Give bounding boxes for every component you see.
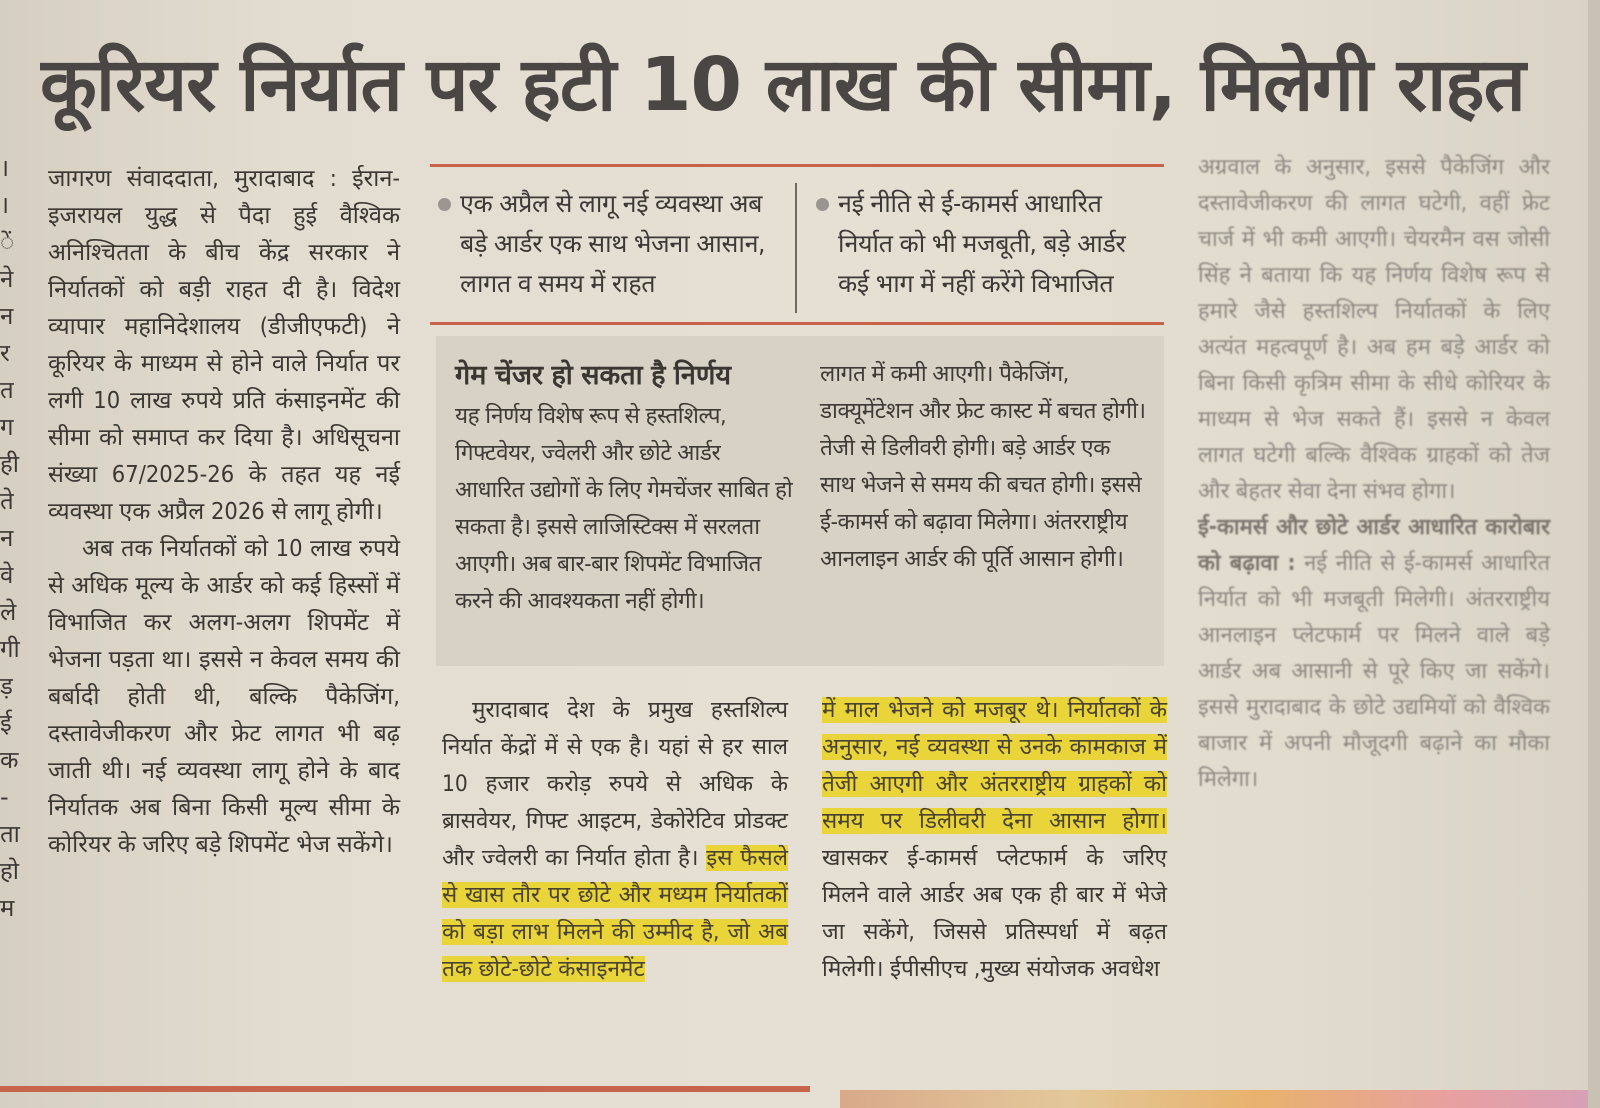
body-text: नई नीति से ई-कामर्स आधारित निर्यात को भी मजबूती मिलेगी। अंतरराष्ट्रीय आनलाइन प्लेटफार्म पर मिलने वाले बड़े आर्डर अब आसानी से पूरे किए जा सकेंगे। इससे मुरादाबाद के छोटे उद्यमियों को वैश्विक बाजार में अपनी मौजूदगी बढ़ाने का मौका मिलेगा।	[1198, 551, 1550, 792]
pullquote-bottom-rule	[430, 322, 1164, 325]
pullquote-top-rule	[430, 164, 1164, 167]
edge-glyph: ही	[0, 450, 19, 478]
edge-glyph: ड़	[0, 672, 13, 700]
highlighted-text: में माल भेजने को मजबूर थे। निर्यातकों के अनुसार, नई व्यवस्था से उनके कामकाज में तेजी आएगी और अंतरराष्ट्रीय ग्राहकों को समय पर डिलीवरी देना आसान होगा।	[822, 697, 1167, 834]
box-title: गेम चेंजर हो सकता है निर्णय	[455, 360, 732, 391]
box-text-right: लागत में कमी आएगी। पैकेजिंग, डाक्यूमेंटेशन और फ्रेट कास्ट में बचत होगी। तेजी से डिलीवरी होगी। बड़े आर्डर एक साथ भेजने से समय की बचत होगी। इससे ई-कामर्स को बढ़ावा मिलेगा। अंतरराष्ट्रीय आनलाइन आर्डर की पूर्ति आसान होगी।	[820, 361, 1146, 572]
intro-paragraph: जागरण संवाददाता, मुरादाबाद : ईरान-इजरायल युद्ध से पैदा हुई वैश्विक अनिश्चितता के बीच केंद्र सरकार ने निर्यातकों को बड़ी राहत दी है। विदेश व्यापार महानिदेशालय (डीजीएफटी) ने कूरियर के माध्यम से होने वाले निर्यात पर लगी 10 लाख रुपये प्रति कंसाइनमेंट की सीमा को समाप्त कर दिया है। अधिसूचना संख्या 67/2025-26 के तहत यह नई व्यवस्था एक अप्रैल 2026 से लागू होगी।	[48, 164, 400, 525]
article-column-4	[1198, 150, 1550, 798]
bottom-rule	[0, 1086, 810, 1092]
edge-glyph: वे	[0, 561, 14, 589]
body-text: खासकर ई-कामर्स प्लेटफार्म के जरिए मिलने वाले आर्डर अब एक ही बार में भेजे जा सकेंगे, जिससे प्रतिस्पर्धा में बढ़त मिलेगी। ईपीसीएच ,मुख्य संयोजक अवधेश	[822, 845, 1167, 982]
subheading: ई-कामर्स और छोटे आर्डर आधारित कारोबार को बढ़ावा :	[1198, 515, 1550, 576]
headline: कूरियर निर्यात पर हटी 10 लाख की सीमा, मिलेगी राहत	[40, 42, 1525, 128]
edge-glyph: ने	[0, 265, 14, 293]
pullquote-divider	[795, 183, 797, 313]
edge-glyph: गी	[0, 635, 20, 663]
edge-glyph: न	[0, 302, 14, 330]
bullet-icon	[438, 198, 451, 211]
bullet-icon	[816, 198, 829, 211]
article-column-1	[48, 160, 400, 863]
box-text-left: यह निर्णय विशेष रूप से हस्तशिल्प, गिफ्टवेयर, ज्वेलरी और छोटे आर्डर आधारित उद्योगों के लिए गेमचेंजर साबित हो सकता है। इससे लाजिस्टिक्स में सरलता आएगी। अब बार-बार शिपमेंट विभाजित करने की आवश्यकता नहीं होगी।	[455, 403, 793, 614]
edge-glyph: ग	[0, 413, 14, 441]
edge-glyph: ।	[0, 154, 10, 182]
article-column-3	[822, 692, 1167, 988]
article-column-2	[442, 692, 788, 988]
pullquote-right: नई नीति से ई-कामर्स आधारित निर्यात को भी मजबूती, बड़े आर्डर कई भाग में नहीं करेंगे विभाजित	[838, 184, 1158, 304]
body-paragraph	[822, 692, 1167, 988]
edge-glyph: हो	[0, 857, 19, 885]
adjacent-column-edge	[0, 150, 22, 1070]
body-text: मुरादाबाद देश के प्रमुख हस्तशिल्प निर्यात केंद्रों में से एक है। यहां से हर साल 10 हजार करोड़ रुपये से अधिक के ब्रासवेयर, गिफ्ट आइटम, डेकोरेटिव प्रोडक्ट और ज्वेलरी का निर्यात होता है।	[442, 697, 788, 871]
body-paragraph: अग्रवाल के अनुसार, इससे पैकेजिंग और दस्तावेजीकरण की लागत घटेगी, वहीं फ्रेट चार्ज में भी कमी आएगी। चेयरमैन वस जोसी सिंह ने बताया कि यह निर्णय विशेष रूप से हमारे जैसे हस्तशिल्प निर्यातकों के लिए अत्यंत महत्वपूर्ण है। अब हम बड़े आर्डर को बिना किसी कृत्रिम सीमा के सीधे कोरियर के माध्यम से भेज सकते हैं। इससे न केवल लागत घटेगी बल्कि वैश्विक ग्राहकों को तेज और बेहतर सेवा देना संभव होगा।	[1198, 155, 1550, 504]
edge-glyph: ता	[0, 820, 20, 848]
edge-glyph: ें	[0, 228, 15, 256]
pullquote-left: एक अप्रैल से लागू नई व्यवस्था अब बड़े आर्डर एक साथ भेजना आसान, लागत व समय में राहत	[460, 184, 780, 304]
edge-glyph: -	[0, 783, 9, 811]
next-article-strip	[840, 1090, 1600, 1108]
body-paragraph	[442, 692, 788, 988]
edge-glyph: ले	[0, 598, 17, 626]
edge-glyph: ते	[0, 487, 14, 515]
edge-glyph: त	[0, 376, 14, 404]
edge-glyph: ई	[0, 709, 12, 737]
edge-glyph: क	[0, 746, 19, 774]
edge-glyph: म	[0, 894, 15, 922]
edge-glyph: र	[0, 339, 10, 367]
edge-glyph: न	[0, 524, 14, 552]
highlighted-text: इस फैसले से खास तौर पर छोटे और मध्यम निर्यातकों को बड़ा लाभ मिलने की उम्मीद है, जो अब तक छोटे-छोटे कंसाइनमेंट	[442, 845, 788, 982]
body-paragraph: अब तक निर्यातकों को 10 लाख रुपये से अधिक मूल्य के आर्डर को कई हिस्सों में विभाजित कर अलग-अलग शिपमेंट में भेजना पड़ता था। इससे न केवल समय की बर्बादी होती थी, बल्कि पैकेजिंग, दस्तावेजीकरण और फ्रेट लागत भी बढ़ जाती थी। नई व्यवस्था लागू होने के बाद निर्यातक अब बिना किसी मूल्य सीमा के कोरियर के जरिए बड़े शिपमेंट भेज सकेंगे।	[48, 534, 400, 858]
body-paragraph	[1198, 510, 1550, 798]
edge-glyph: ।	[0, 191, 10, 219]
page-edge	[1588, 0, 1600, 1108]
